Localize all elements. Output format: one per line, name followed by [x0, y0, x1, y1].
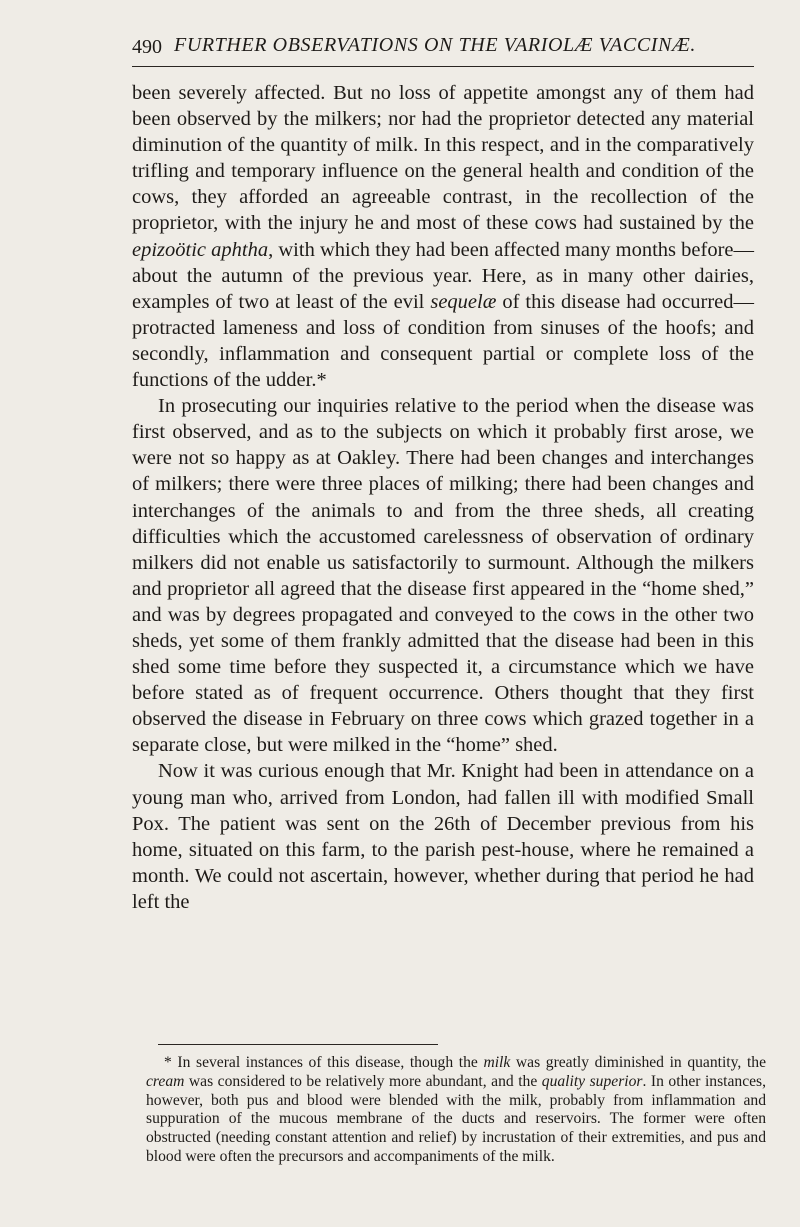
paragraph-2: In prosecuting our inquiries relative to the period when the disease was first observed, and as to the subjects on which it probably first arose, we were not so happy as at Oakley. There had been changes and interchanges of milkers; there were three places of milking; there had been changes and interchanges of the animals to and from the three sheds, all creating difficulties which the accustomed carelessness of observation of ordinary milkers did not enable us satisfactorily to surmount. Although the milkers and proprietor all agreed that the disease first appeared in the “home shed,” and was by degrees propagated and conveyed to the cows in the other two sheds, yet some of them frankly admitted that the disease had been in this shed some time before they suspected it, a circumstance which we have before stated as of frequent occurrence. Others thought that they first observed the disease in February on three cows which grazed together in a separate close, but were milked in the “home” shed. [132, 395, 754, 757]
page-number: 490 [132, 36, 162, 58]
footnote-paragraph [146, 1054, 766, 1167]
running-header [132, 30, 754, 60]
fn-text-b: was greatly diminished in quantity, the [510, 1054, 766, 1071]
fn-italic-milk: milk [483, 1054, 511, 1071]
p1-italic-epizootic: epizoötic aphtha [132, 238, 269, 261]
paragraph-1 [132, 80, 754, 393]
fn-text-a: * In several instances of this disease, though the [164, 1054, 484, 1071]
footnote [146, 1054, 766, 1167]
body-text [132, 80, 754, 915]
fn-text-d: . In other instances, however, both pus and blood were blended with the milk, probably from inflammation and suppuration of the mucous membrane of the ducts and reservoirs. The former were often obstructed (needing constant attention and relief) by incrustation of their extremities, and pus and blood were often the precursors and accompaniments of the milk. [146, 1072, 767, 1165]
footnote-rule [158, 1044, 438, 1045]
p1-text-c: of this disease had occurred—protracted lameness and loss of condition from sinuses of the hoofs; and secondly, inflammation and consequent partial or complete loss of the functions of the udder.* [132, 290, 754, 392]
header-rule [132, 66, 754, 67]
running-title: FURTHER OBSERVATIONS ON THE VARIOLÆ VACCINÆ. [174, 34, 696, 56]
p1-text-b: , with which they had been affected many months before—about the autumn of the previous year. Here, as in many other dairies, examples of two at least of the evil [132, 238, 754, 313]
fn-text-c: was considered to be relatively more abundant, and the [184, 1072, 542, 1090]
p1-italic-sequelae: sequelæ [430, 290, 497, 313]
paragraph-3: Now it was curious enough that Mr. Knight had been in attendance on a young man who, arrived from London, had fallen ill with modified Small Pox. The patient was sent on the 26th of December previous from his home, situated on this farm, to the parish pest-house, where he remained a month. We could not ascertain, however, whether during that period he had left the [132, 760, 754, 913]
fn-italic-quality: quality superior [541, 1072, 643, 1090]
fn-italic-cream: cream [146, 1072, 185, 1090]
p1-text-a: been severely affected. But no loss of appetite amongst any of them had been observed by the milkers; nor had the proprietor detected any material diminution of the quantity of milk. In this respect, and in the comparatively trifling and temporary influence on the general health and condition of the cows, they afforded an agreeable contrast, in the recollection of the proprietor, with the injury he and most of these cows had sustained by the [132, 82, 754, 235]
